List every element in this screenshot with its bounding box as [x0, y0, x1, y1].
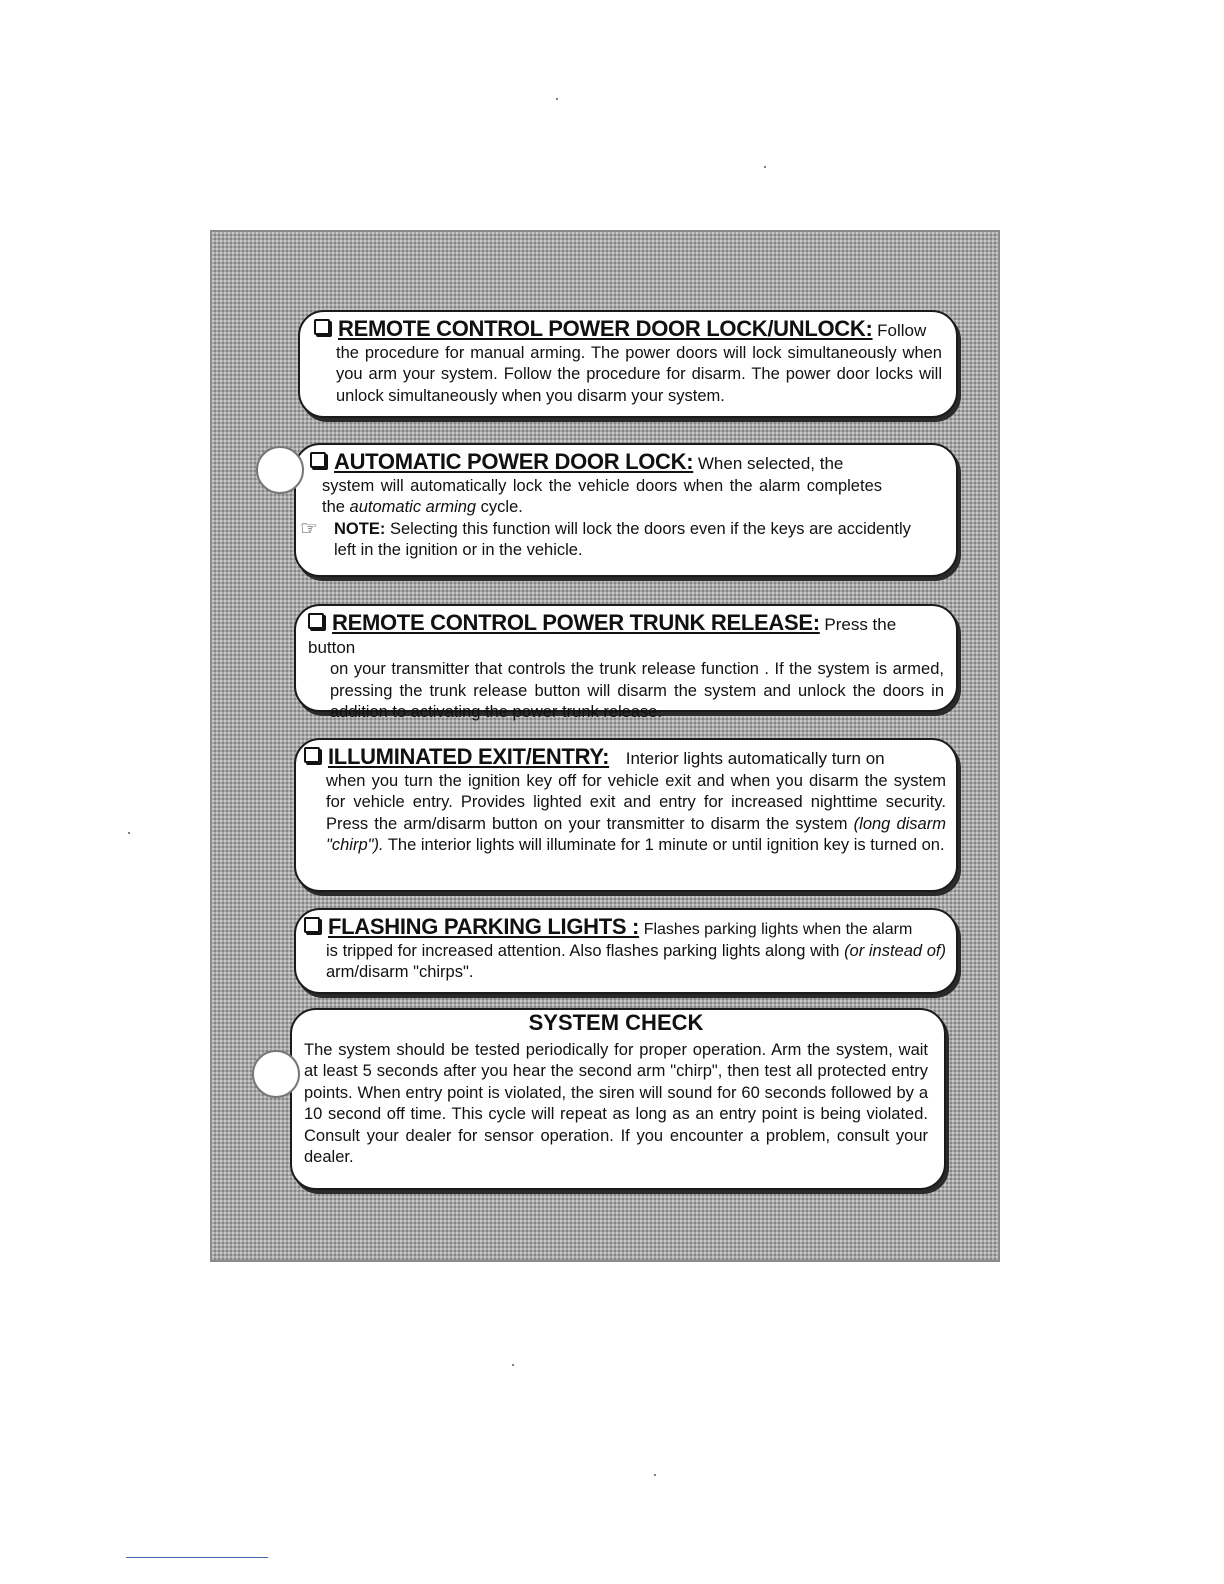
checkbox-icon — [310, 452, 326, 468]
section-title: FLASHING PARKING LIGHTS : — [328, 914, 640, 939]
checkbox-icon — [314, 319, 330, 335]
system-check-body: The system should be tested periodically for proper operation. Arm the system, wait at least 5 seconds after you hear the second arm "chirp", then test all protected entry points. When entry point is violated, the siren will sound for 60 seconds followed by a 10 second off time. This cycle will repeat as long as an entry point is being violated. Consult your dealer for sensor operation. If you encounter a problem, consult your dealer. — [304, 1040, 928, 1166]
section-lead: Interior lights automatically turn on — [625, 749, 885, 768]
scan-speck — [556, 98, 558, 100]
section-auto-door-lock — [294, 443, 958, 577]
section-lead: Follow — [877, 321, 927, 340]
section-header — [304, 916, 946, 941]
section-parking-lights — [294, 908, 958, 994]
note-text: Selecting this function will lock the doors even if the keys are accidently left in the ignition or in the vehicle. — [334, 519, 911, 559]
section-system-check — [290, 1008, 946, 1190]
scan-line — [126, 1557, 268, 1558]
binder-hole-bottom — [252, 1050, 300, 1098]
section-title: REMOTE CONTROL POWER TRUNK RELEASE: — [332, 610, 820, 635]
section-lead: When selected, the — [697, 454, 844, 473]
section-lead: Flashes parking lights when the alarm — [643, 921, 913, 938]
section-title: ILLUMINATED EXIT/ENTRY: — [328, 744, 610, 769]
scan-speck — [654, 1474, 656, 1476]
note-row — [300, 517, 942, 562]
section-trunk-release — [294, 604, 958, 721]
section-header — [314, 318, 942, 343]
body-text-end: The interior lights will illuminate for 1 minute or until ignition key is turned on. — [383, 836, 945, 854]
scan-speck — [128, 832, 130, 834]
manual-page-panel — [210, 230, 1000, 1262]
section-body — [304, 941, 946, 984]
scan-speck — [512, 1364, 514, 1366]
body-emphasis: (or instead of) — [844, 941, 946, 960]
section-remote-door-lock — [298, 310, 958, 418]
scan-speck — [764, 166, 766, 168]
checkbox-icon — [308, 613, 324, 629]
section-header — [308, 612, 944, 659]
section-lead: Press the button — [308, 615, 897, 657]
section-body — [310, 476, 942, 519]
section-illuminated-entry — [294, 738, 958, 892]
body-text-end: arm/disarm "chirps". — [326, 963, 474, 981]
body-text: is tripped for increased attention. Also flashes parking lights along with — [326, 941, 845, 960]
note-label: NOTE: — [334, 519, 386, 538]
section-title: REMOTE CONTROL POWER DOOR LOCK/UNLOCK: — [338, 316, 873, 341]
checkbox-icon — [304, 747, 320, 763]
body-text: when you turn the ignition key off for vehicle exit and when you disarm the system for vehicle entry. Provides lighted exit and entry for increased nighttime security. Press the arm/disarm button on your transmitter to disarm the system — [326, 771, 946, 833]
section-header — [304, 746, 946, 771]
body-emphasis: (long disarm "chirp"). — [326, 814, 946, 854]
section-title: AUTOMATIC POWER DOOR LOCK: — [334, 449, 694, 474]
binder-hole-top — [256, 446, 304, 494]
section-body: on your transmitter that controls the trunk release function . If the system is armed, pressing the trunk release button will disarm the system and unlock the doors in addition to activating the power trunk release. — [330, 660, 944, 721]
section-header — [310, 451, 942, 476]
body-text-end: cycle. — [476, 498, 523, 516]
system-check-title: SYSTEM CHECK — [528, 1010, 704, 1035]
checkbox-icon — [304, 917, 320, 933]
section-body: the procedure for manual arming. The power doors will lock simultaneously when you arm your system. Follow the procedure for disarm. The power door locks will unlock simultaneously when you disarm your system. — [336, 343, 942, 405]
section-body — [304, 771, 946, 857]
pointing-hand-icon: ☞ — [300, 517, 318, 540]
body-text: system will automatically lock the vehicle doors when the alarm completes the — [322, 476, 882, 516]
body-emphasis: automatic arming — [349, 498, 477, 516]
